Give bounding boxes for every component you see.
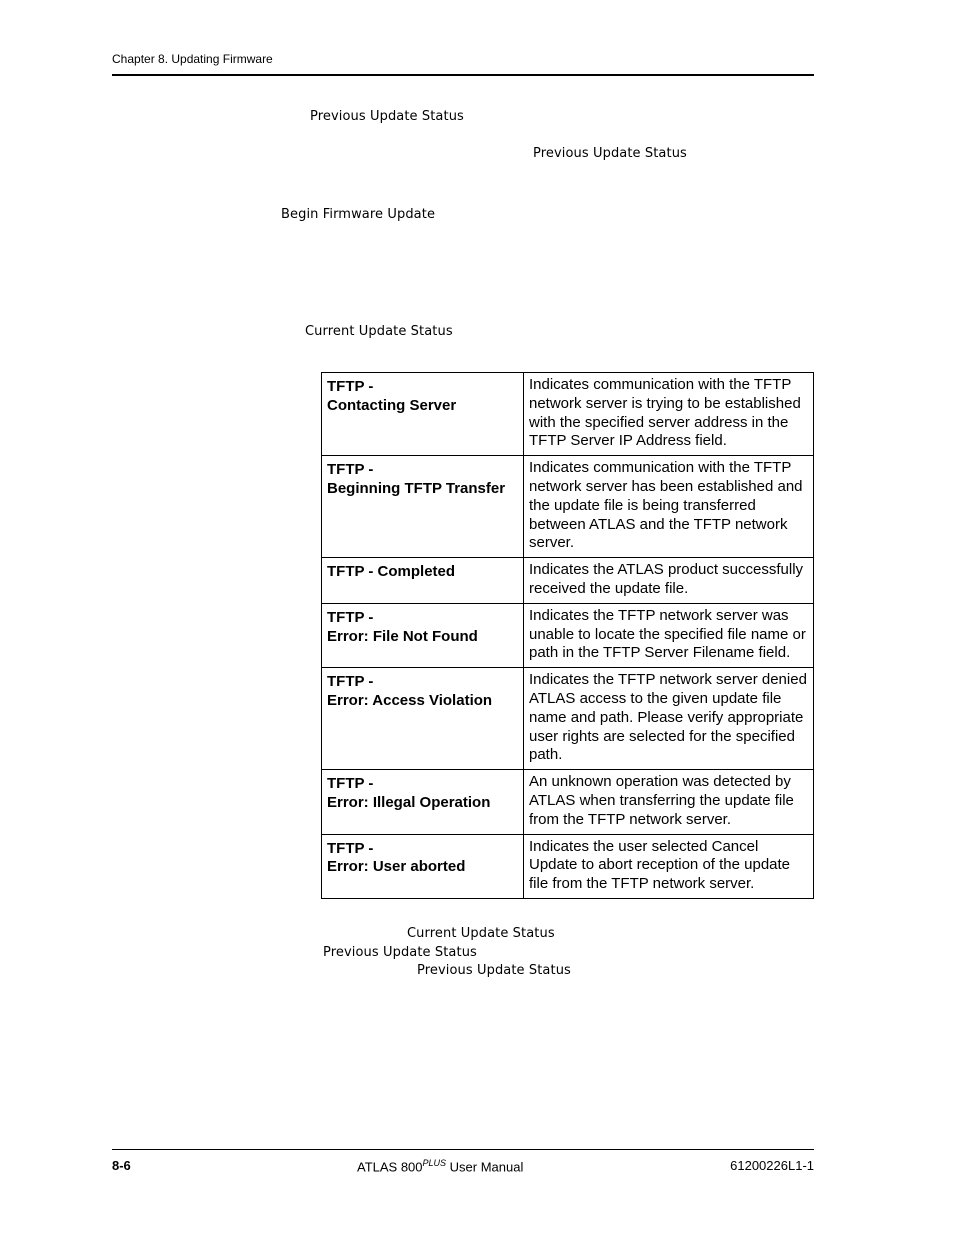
menu-term-previous-update-status: Previous Update Status	[323, 945, 477, 960]
status-term: TFTP - Beginning TFTP Transfer	[322, 456, 524, 558]
document-number: 61200226L1-1	[730, 1158, 814, 1173]
table-row	[322, 603, 814, 667]
menu-term-current-update-status: Current Update Status	[305, 324, 453, 339]
menu-term-previous-update-status: Previous Update Status	[417, 963, 571, 978]
menu-term-current-update-status: Current Update Status	[407, 926, 555, 941]
status-term: TFTP - Error: File Not Found	[322, 603, 524, 667]
status-description: Indicates communication with the TFTP network server has been established and the update file is being transferred between ATLAS and the TFTP network server.	[524, 456, 814, 558]
menu-term-begin-firmware-update: Begin Firmware Update	[281, 207, 436, 222]
status-description: Indicates the user selected Cancel Update to abort reception of the update file from the TFTP network server.	[524, 834, 814, 898]
footer-rule	[112, 1149, 814, 1150]
running-header: Chapter 8. Updating Firmware	[112, 52, 273, 66]
table-row	[322, 668, 814, 770]
manual-title: ATLAS $800^{PLUS}$ User Manual	[357, 1158, 524, 1175]
status-term: TFTP - Error: Access Violation	[322, 668, 524, 770]
header-rule	[112, 74, 814, 76]
status-term: TFTP - Contacting Server	[322, 373, 524, 456]
status-description: An unknown operation was detected by ATLAS when transferring the update file from the TFTP network server.	[524, 770, 814, 834]
table-row	[322, 373, 814, 456]
table-row	[322, 558, 814, 604]
status-description: Indicates the TFTP network server denied ATLAS access to the given update file name and path. Please verify appropriate user rights are selected for the specified path.	[524, 668, 814, 770]
status-term: TFTP - Error: Illegal Operation	[322, 770, 524, 834]
status-term: TFTP - Completed	[322, 558, 524, 604]
status-description: Indicates the TFTP network server was unable to locate the specified file name or path in the TFTP Server Filename field.	[524, 603, 814, 667]
table-row	[322, 456, 814, 558]
page-number: 8-6	[112, 1158, 131, 1173]
table-row	[322, 834, 814, 898]
menu-term-previous-update-status: Previous Update Status	[533, 146, 687, 161]
menu-term-previous-update-status: Previous Update Status	[310, 109, 464, 124]
status-description: Indicates the ATLAS product successfully received the update file.	[524, 558, 814, 604]
status-term: TFTP - Error: User aborted	[322, 834, 524, 898]
status-description: Indicates communication with the TFTP network server is trying to be established with the specified server address in the TFTP Server IP Address field.	[524, 373, 814, 456]
update-status-table	[321, 372, 814, 899]
table-row	[322, 770, 814, 834]
